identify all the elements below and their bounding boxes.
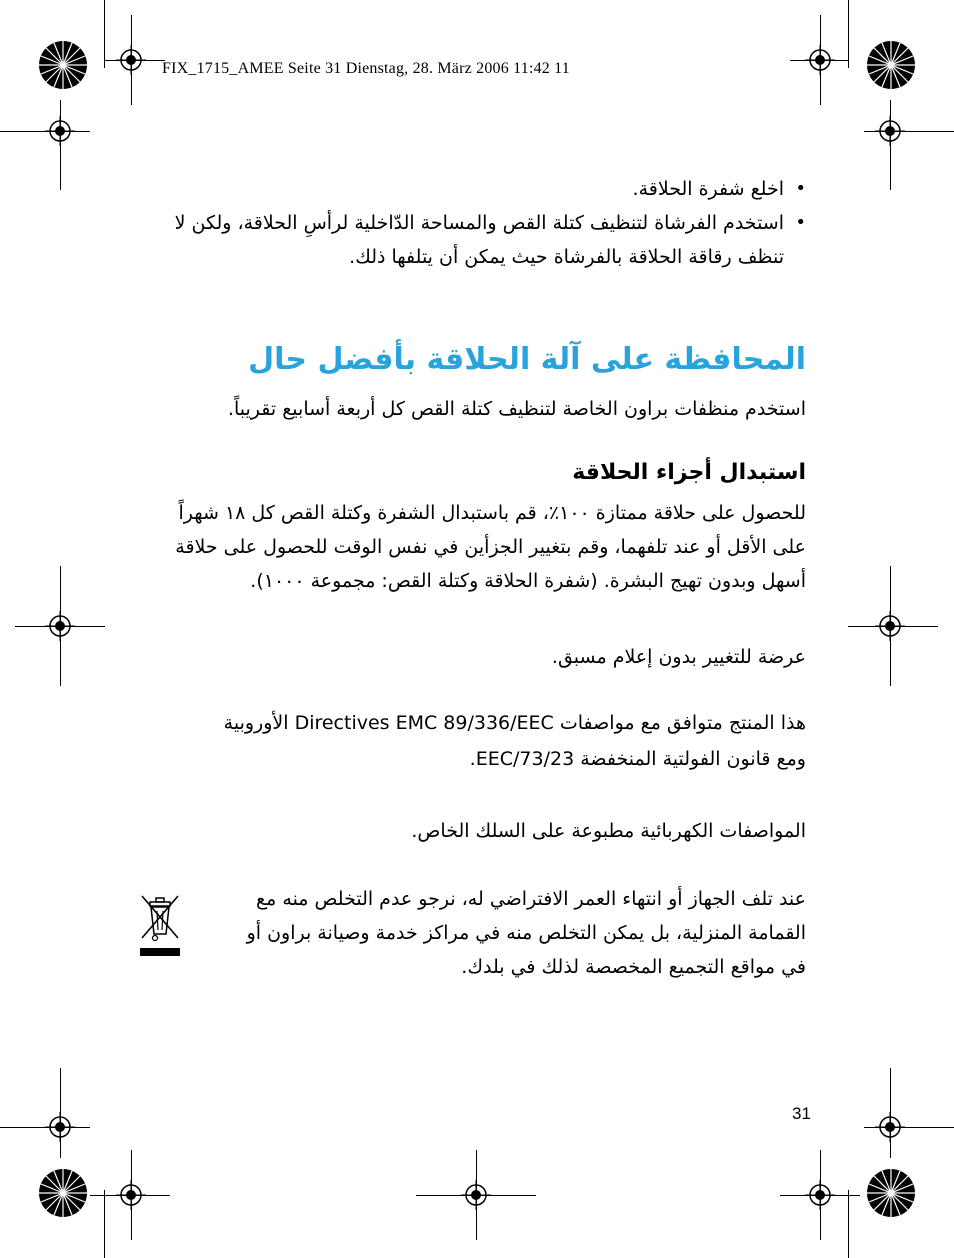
directives-line-2: ومع قانون الفولتية المنخفضة 73/23/EEC. xyxy=(469,748,806,770)
page-number: 31 xyxy=(792,1104,811,1123)
registration-target-icon xyxy=(875,116,905,146)
radial-star-mark-icon xyxy=(866,40,916,90)
registration-target-icon xyxy=(116,45,146,75)
radial-star-mark-icon xyxy=(38,40,88,90)
registration-target-icon xyxy=(875,611,905,641)
replace-body: للحصول على حلاقة ممتازة ١٠٠٪، قم باستبدال الشفرة وكتلة القص كل ١٨ شهراً على الأقل أو عند تلفهما، وقم بتغيير الجزأين في نفس الوقت للحصول على حلاقة أسهل وبدون تهيج البشرة. (شفرة الحلاقة وكتلة القص: مجموعة ١٠٠٠). xyxy=(175,502,806,592)
list-item: • اخلع شفرة الحلاقة. xyxy=(156,172,806,206)
registration-target-icon xyxy=(805,45,835,75)
change-notice: عرضة للتغيير بدون إعلام مسبق. xyxy=(551,646,806,668)
list-item: • استخدم الفرشاة لتنظيف كتلة القص والمساحة الدّاخلية لرأسِ الحلاقة، ولكن لا تنظف رقاقة الحلاقة بالفرشاة حيث يمكن أن يتلفها ذلك. xyxy=(156,206,806,274)
registration-target-icon xyxy=(45,1112,75,1142)
radial-star-mark-icon xyxy=(38,1168,88,1218)
directives-line-1: هذا المنتج متوافق مع مواصفات Directives EMC 89/336/EEC الأوروبية xyxy=(223,712,806,734)
electrical-spec: المواصفات الكهربائية مطبوعة على السلك الخاص. xyxy=(411,820,806,842)
registration-target-icon xyxy=(45,116,75,146)
registration-target-icon xyxy=(116,1180,146,1210)
registration-target-icon xyxy=(805,1180,835,1210)
section-title: المحافظة على آلة الحلاقة بأفضل حال xyxy=(248,342,806,377)
bullet-list xyxy=(156,172,806,274)
radial-star-mark-icon xyxy=(866,1168,916,1218)
section-intro: استخدم منظفات براون الخاصة لتنظيف كتلة القص كل أربعة أسابيع تقريباً. xyxy=(227,398,806,420)
registration-target-icon xyxy=(45,611,75,641)
crossed-out-bin-icon xyxy=(138,892,182,958)
registration-target-icon xyxy=(461,1180,491,1210)
registration-target-icon xyxy=(875,1112,905,1142)
print-header: FIX_1715_AMEE Seite 31 Dienstag, 28. März 2006 11:42 11 xyxy=(162,60,570,77)
replace-title: استبدال أجزاء الحلاقة xyxy=(572,460,806,485)
disposal-text: عند تلف الجهاز أو انتهاء العمر الافتراضي له، نرجو عدم التخلص منه مع القمامة المنزلية، بل يمكن التخلص منه في مراكز خدمة وصيانة براون أو في مواقع التجميع المخصصة لذلك في بلدك. xyxy=(246,888,806,978)
